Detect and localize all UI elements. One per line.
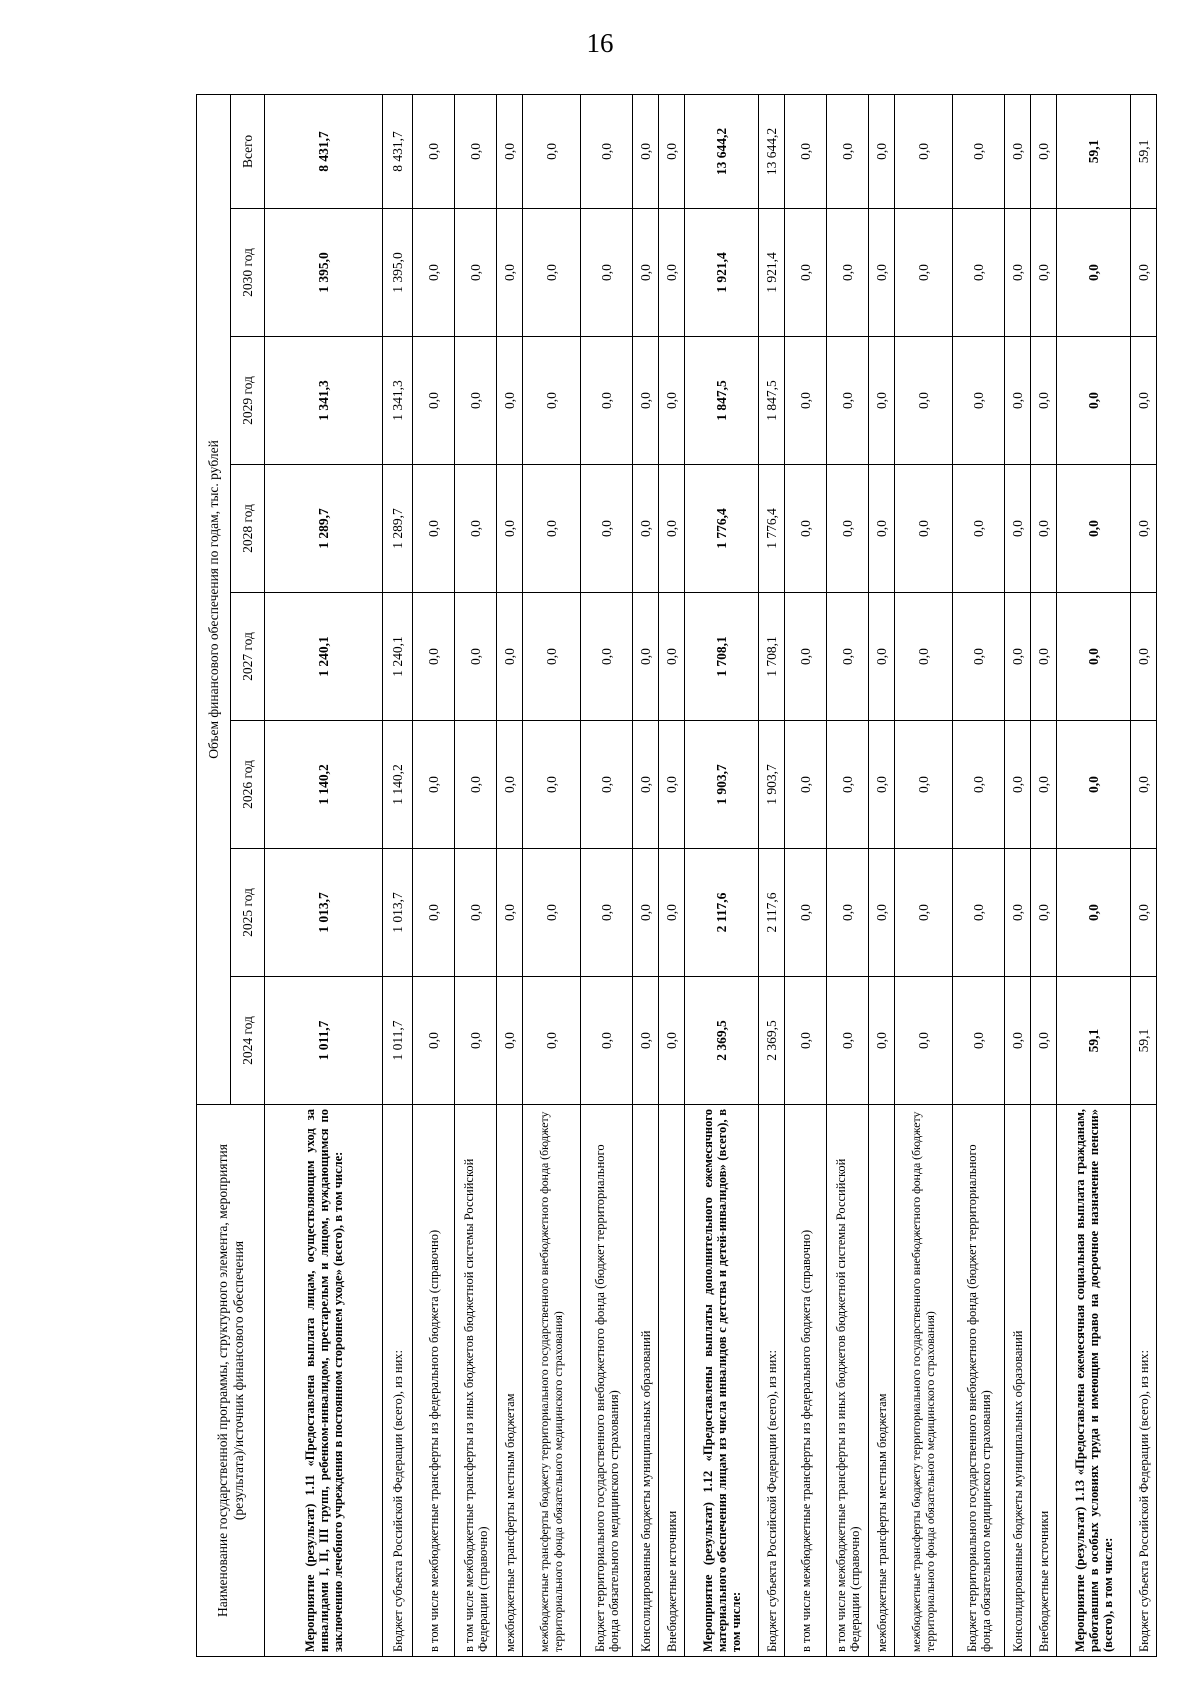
- row-label: в том числе межбюджетные трансферты из иных бюджетов бюджетной системы Российской Федерации (справочно): [827, 1105, 869, 1657]
- row-total-value: 0,0: [633, 94, 659, 208]
- row-total-value: 0,0: [869, 94, 895, 208]
- row-year-value: 2 369,5: [759, 977, 785, 1105]
- row-total-value: 8 431,7: [265, 94, 383, 208]
- header-year: 2025 год: [231, 849, 265, 977]
- header-year: 2024 год: [231, 977, 265, 1105]
- row-total-value: 0,0: [953, 94, 1005, 208]
- row-year-value: 1 921,4: [759, 209, 785, 337]
- header-financing-group: Объем финансового обеспечения по годам, тыс. рублей: [197, 94, 231, 1104]
- row-year-value: 1 341,3: [265, 337, 383, 465]
- table-row: [1005, 94, 1031, 1656]
- row-year-value: 0,0: [581, 465, 633, 593]
- row-label: межбюджетные трансферты местным бюджетам: [869, 1105, 895, 1657]
- row-year-value: 1 921,4: [685, 209, 759, 337]
- row-year-value: 0,0: [1057, 209, 1131, 337]
- row-year-value: 0,0: [895, 337, 953, 465]
- row-year-value: 0,0: [1131, 337, 1157, 465]
- row-year-value: 0,0: [1131, 849, 1157, 977]
- row-year-value: 1 708,1: [685, 593, 759, 721]
- row-year-value: 0,0: [1005, 337, 1031, 465]
- row-total-value: 0,0: [523, 94, 581, 208]
- table-row: [1131, 94, 1157, 1656]
- financing-table: [196, 94, 1157, 1657]
- row-label: Бюджет субъекта Российской Федерации (всего), из них:: [383, 1105, 413, 1657]
- row-year-value: 0,0: [1131, 593, 1157, 721]
- row-year-value: 0,0: [785, 849, 827, 977]
- row-total-value: 0,0: [827, 94, 869, 208]
- row-year-value: 0,0: [455, 465, 497, 593]
- row-year-value: 0,0: [633, 849, 659, 977]
- row-total-value: 13 644,2: [759, 94, 785, 208]
- row-total-value: 0,0: [1031, 94, 1057, 208]
- row-year-value: 0,0: [785, 337, 827, 465]
- table-row: [455, 94, 497, 1656]
- row-year-value: 0,0: [895, 849, 953, 977]
- row-year-value: 1 903,7: [759, 721, 785, 849]
- row-label: в том числе межбюджетные трансферты из федерального бюджета (справочно): [785, 1105, 827, 1657]
- row-year-value: 0,0: [1005, 209, 1031, 337]
- row-year-value: 0,0: [497, 849, 523, 977]
- row-year-value: 0,0: [1031, 849, 1057, 977]
- row-year-value: 0,0: [953, 977, 1005, 1105]
- row-year-value: 0,0: [413, 849, 455, 977]
- row-year-value: 0,0: [1057, 721, 1131, 849]
- row-year-value: 0,0: [953, 209, 1005, 337]
- row-year-value: 59,1: [1057, 977, 1131, 1105]
- row-year-value: 0,0: [827, 465, 869, 593]
- row-year-value: 0,0: [1057, 337, 1131, 465]
- row-total-value: 0,0: [659, 94, 685, 208]
- row-year-value: 0,0: [413, 209, 455, 337]
- header-year: 2026 год: [231, 721, 265, 849]
- row-year-value: 1 847,5: [685, 337, 759, 465]
- row-year-value: 0,0: [785, 465, 827, 593]
- row-year-value: 1 011,7: [265, 977, 383, 1105]
- row-label: Бюджет субъекта Российской Федерации (всего), из них:: [1131, 1105, 1157, 1657]
- header-total: Всего: [231, 94, 265, 208]
- row-year-value: 0,0: [659, 209, 685, 337]
- row-label: межбюджетные трансферты бюджету территориального государственного внебюджетного фонда (бюджету территориального фонда обязательного медицинского страхования): [523, 1105, 581, 1657]
- row-year-value: 0,0: [953, 337, 1005, 465]
- row-year-value: 1 708,1: [759, 593, 785, 721]
- table-row: [685, 94, 759, 1656]
- table-body: [265, 94, 1157, 1656]
- table-row: [827, 94, 869, 1656]
- table-row: [633, 94, 659, 1656]
- row-year-value: 0,0: [581, 209, 633, 337]
- row-year-value: 0,0: [523, 849, 581, 977]
- row-year-value: 0,0: [659, 593, 685, 721]
- row-year-value: 1 395,0: [383, 209, 413, 337]
- row-year-value: 1 903,7: [685, 721, 759, 849]
- table-row: [759, 94, 785, 1656]
- row-year-value: 0,0: [413, 465, 455, 593]
- row-year-value: 0,0: [523, 593, 581, 721]
- row-year-value: 0,0: [1005, 977, 1031, 1105]
- table-row: [785, 94, 827, 1656]
- row-year-value: 0,0: [827, 721, 869, 849]
- rotated-table-container: [196, 95, 1151, 1657]
- row-year-value: 0,0: [785, 593, 827, 721]
- table-row: [659, 94, 685, 1656]
- row-year-value: 0,0: [827, 209, 869, 337]
- row-year-value: 0,0: [785, 977, 827, 1105]
- table-row: [383, 94, 413, 1656]
- table-row: [895, 94, 953, 1656]
- row-year-value: 0,0: [455, 337, 497, 465]
- row-year-value: 0,0: [659, 721, 685, 849]
- row-total-value: 8 431,7: [383, 94, 413, 208]
- row-year-value: 0,0: [455, 593, 497, 721]
- row-label: Внебюджетные источники: [659, 1105, 685, 1657]
- row-year-value: 0,0: [953, 849, 1005, 977]
- row-year-value: 1 011,7: [383, 977, 413, 1105]
- row-year-value: 0,0: [895, 465, 953, 593]
- row-year-value: 0,0: [413, 977, 455, 1105]
- row-year-value: 59,1: [1131, 977, 1157, 1105]
- row-year-value: 0,0: [659, 465, 685, 593]
- row-year-value: 0,0: [1031, 465, 1057, 593]
- row-label: межбюджетные трансферты бюджету территориального государственного внебюджетного фонда (бюджету территориального фонда обязательного медицинского страхования): [895, 1105, 953, 1657]
- row-year-value: 0,0: [869, 209, 895, 337]
- row-year-value: 0,0: [1005, 849, 1031, 977]
- table-row: [523, 94, 581, 1656]
- row-total-value: 13 644,2: [685, 94, 759, 208]
- row-year-value: 1 240,1: [265, 593, 383, 721]
- row-year-value: 0,0: [827, 337, 869, 465]
- row-year-value: 0,0: [1031, 209, 1057, 337]
- row-label: Мероприятие (результат) 1.11 «Предоставлена выплата лицам, осуществляющим уход за инвалидами I, II, III групп, ребенком-инвалидом, престарелым и лицом, нуждающимся по заключению лечебного учреждения в постоянном стороннем уходе» (всего), в том числе:: [265, 1105, 383, 1657]
- row-year-value: 0,0: [633, 977, 659, 1105]
- row-label: Консолидированные бюджеты муниципальных образований: [1005, 1105, 1031, 1657]
- row-year-value: 0,0: [497, 337, 523, 465]
- table-row: [497, 94, 523, 1656]
- row-total-value: 59,1: [1131, 94, 1157, 208]
- row-year-value: 0,0: [827, 849, 869, 977]
- row-total-value: 0,0: [785, 94, 827, 208]
- row-year-value: 0,0: [953, 593, 1005, 721]
- row-year-value: 1 847,5: [759, 337, 785, 465]
- row-year-value: 0,0: [1031, 977, 1057, 1105]
- row-year-value: 1 289,7: [383, 465, 413, 593]
- row-year-value: 2 117,6: [685, 849, 759, 977]
- table-row: [581, 94, 633, 1656]
- header-year: 2029 год: [231, 337, 265, 465]
- row-label: Бюджет территориального государственного внебюджетного фонда (бюджет территориального фонда обязательного медицинского страхования): [953, 1105, 1005, 1657]
- row-year-value: 0,0: [659, 337, 685, 465]
- row-year-value: 0,0: [895, 209, 953, 337]
- row-year-value: 0,0: [633, 721, 659, 849]
- row-year-value: 0,0: [1031, 337, 1057, 465]
- row-label: Бюджет субъекта Российской Федерации (всего), из них:: [759, 1105, 785, 1657]
- row-year-value: 1 776,4: [759, 465, 785, 593]
- row-year-value: 0,0: [1057, 849, 1131, 977]
- header-name-column: Наименование государственной программы, структурного элемента, мероприятия (результата)/источник финансового обеспечения: [197, 1105, 265, 1657]
- row-year-value: 0,0: [523, 465, 581, 593]
- table-row: [869, 94, 895, 1656]
- row-year-value: 2 117,6: [759, 849, 785, 977]
- row-label: Мероприятие (результат) 1.13 «Предоставлена ежемесячная социальная выплата гражданам, работавшим в особых условиях труда и имеющим право на досрочное назначение пенсии» (всего), в том числе:: [1057, 1105, 1131, 1657]
- row-year-value: 0,0: [1031, 593, 1057, 721]
- row-total-value: 0,0: [455, 94, 497, 208]
- row-total-value: 59,1: [1057, 94, 1131, 208]
- page-number: 16: [586, 28, 614, 58]
- row-total-value: 0,0: [497, 94, 523, 208]
- row-year-value: 1 140,2: [383, 721, 413, 849]
- row-total-value: 0,0: [581, 94, 633, 208]
- row-year-value: 1 395,0: [265, 209, 383, 337]
- header-year: 2030 год: [231, 209, 265, 337]
- row-year-value: 0,0: [1057, 465, 1131, 593]
- row-year-value: 0,0: [413, 593, 455, 721]
- row-year-value: 0,0: [869, 977, 895, 1105]
- row-year-value: 0,0: [869, 465, 895, 593]
- row-year-value: 0,0: [581, 849, 633, 977]
- row-year-value: 0,0: [581, 977, 633, 1105]
- row-year-value: 0,0: [659, 977, 685, 1105]
- row-year-value: 0,0: [455, 721, 497, 849]
- row-year-value: 0,0: [827, 593, 869, 721]
- row-year-value: 0,0: [659, 849, 685, 977]
- row-year-value: 0,0: [455, 209, 497, 337]
- row-year-value: 0,0: [785, 209, 827, 337]
- row-year-value: 0,0: [413, 337, 455, 465]
- row-year-value: 0,0: [455, 977, 497, 1105]
- row-year-value: 1 140,2: [265, 721, 383, 849]
- row-year-value: 0,0: [581, 337, 633, 465]
- row-year-value: 0,0: [1031, 721, 1057, 849]
- row-total-value: 0,0: [413, 94, 455, 208]
- row-total-value: 0,0: [895, 94, 953, 208]
- row-label: в том числе межбюджетные трансферты из иных бюджетов бюджетной системы Российской Федерации (справочно): [455, 1105, 497, 1657]
- table-row: [953, 94, 1005, 1656]
- row-year-value: 0,0: [633, 465, 659, 593]
- header-year: 2028 год: [231, 465, 265, 593]
- row-year-value: 0,0: [869, 849, 895, 977]
- row-year-value: 0,0: [895, 977, 953, 1105]
- row-year-value: 0,0: [1131, 209, 1157, 337]
- row-year-value: 0,0: [633, 209, 659, 337]
- row-year-value: 0,0: [497, 465, 523, 593]
- row-label: Внебюджетные источники: [1031, 1105, 1057, 1657]
- row-year-value: 0,0: [581, 593, 633, 721]
- row-year-value: 0,0: [523, 721, 581, 849]
- row-year-value: 0,0: [1131, 721, 1157, 849]
- row-label: Бюджет территориального государственного внебюджетного фонда (бюджет территориального фонда обязательного медицинского страхования): [581, 1105, 633, 1657]
- row-year-value: 1 289,7: [265, 465, 383, 593]
- row-year-value: 0,0: [1131, 465, 1157, 593]
- header-year: 2027 год: [231, 593, 265, 721]
- row-label: в том числе межбюджетные трансферты из федерального бюджета (справочно): [413, 1105, 455, 1657]
- row-year-value: 1 240,1: [383, 593, 413, 721]
- row-year-value: 1 341,3: [383, 337, 413, 465]
- row-year-value: 0,0: [827, 977, 869, 1105]
- row-year-value: 0,0: [523, 209, 581, 337]
- row-label: Мероприятие (результат) 1.12 «Предоставлены выплаты дополнительного ежемесячного материального обеспечения лицам из числа инвалидов с детства и детей-инвалидов» (всего), в том числе:: [685, 1105, 759, 1657]
- row-year-value: 0,0: [523, 977, 581, 1105]
- row-label: межбюджетные трансферты местным бюджетам: [497, 1105, 523, 1657]
- row-year-value: 0,0: [1057, 593, 1131, 721]
- row-year-value: 0,0: [581, 721, 633, 849]
- row-year-value: 0,0: [497, 977, 523, 1105]
- row-year-value: 0,0: [1005, 721, 1031, 849]
- row-year-value: 0,0: [895, 721, 953, 849]
- row-label: Консолидированные бюджеты муниципальных образований: [633, 1105, 659, 1657]
- row-year-value: 2 369,5: [685, 977, 759, 1105]
- row-year-value: 0,0: [953, 721, 1005, 849]
- row-year-value: 0,0: [497, 593, 523, 721]
- row-year-value: 0,0: [523, 337, 581, 465]
- row-total-value: 0,0: [1005, 94, 1031, 208]
- row-year-value: 0,0: [869, 593, 895, 721]
- row-year-value: 0,0: [633, 593, 659, 721]
- row-year-value: 1 776,4: [685, 465, 759, 593]
- row-year-value: 0,0: [1005, 465, 1031, 593]
- row-year-value: 0,0: [1005, 593, 1031, 721]
- row-year-value: 1 013,7: [265, 849, 383, 977]
- row-year-value: 0,0: [953, 465, 1005, 593]
- table-row: [413, 94, 455, 1656]
- table-row: [1031, 94, 1057, 1656]
- row-year-value: 0,0: [497, 209, 523, 337]
- table-row: [265, 94, 383, 1656]
- table-row: [1057, 94, 1131, 1656]
- row-year-value: 0,0: [869, 337, 895, 465]
- row-year-value: 0,0: [455, 849, 497, 977]
- row-year-value: 0,0: [413, 721, 455, 849]
- row-year-value: 0,0: [497, 721, 523, 849]
- row-year-value: 0,0: [869, 721, 895, 849]
- row-year-value: 0,0: [633, 337, 659, 465]
- row-year-value: 1 013,7: [383, 849, 413, 977]
- row-year-value: 0,0: [785, 721, 827, 849]
- row-year-value: 0,0: [895, 593, 953, 721]
